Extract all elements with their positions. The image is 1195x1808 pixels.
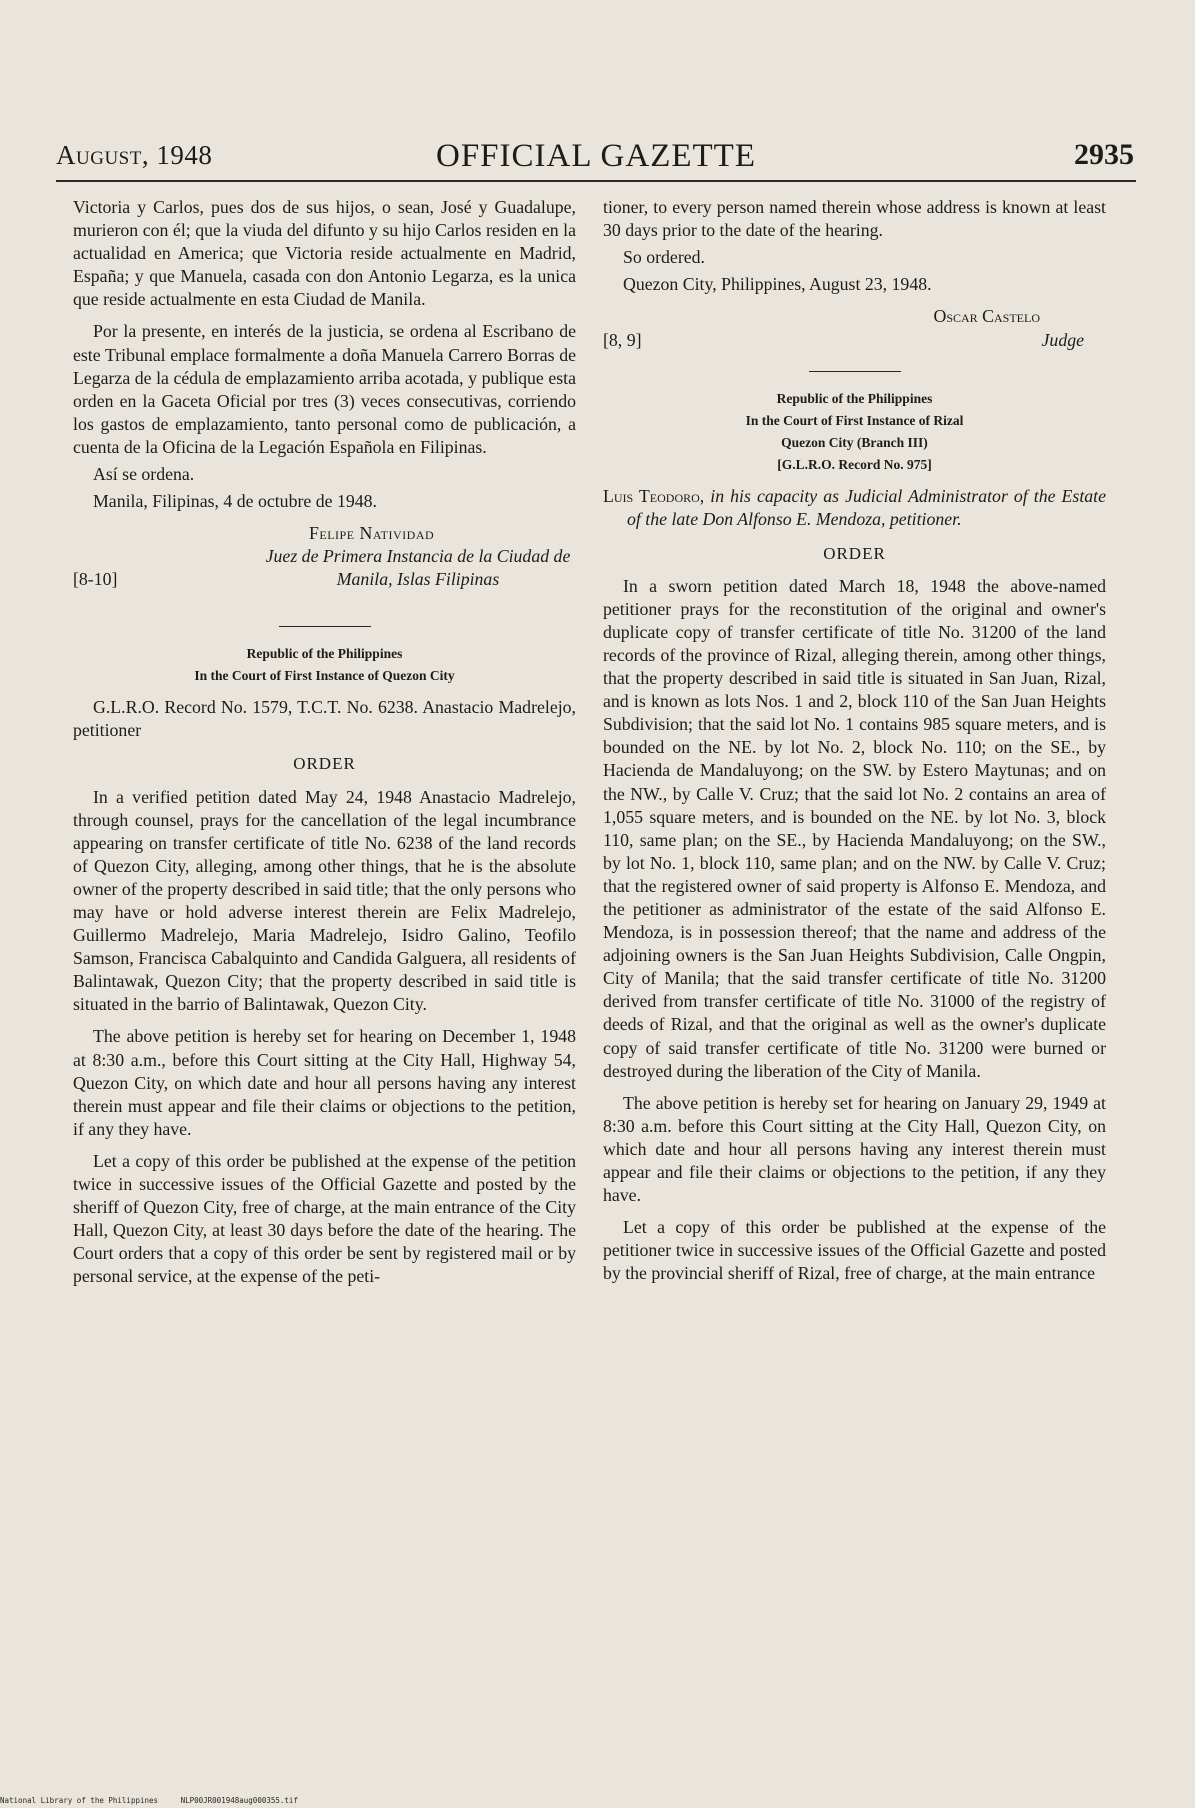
signature-block [603, 305, 1106, 355]
case-caption [603, 485, 1106, 531]
paragraph: Así se ordena. [93, 464, 195, 485]
section-divider [809, 371, 901, 372]
paragraph: In a verified petition dated May 24, 1948 Anastacio Madrelejo, through counsel, prays for the cancellation of the legal incumbrance appearing on transfer certificate of title No. 6238 of the land records of Quezon City, alleging, among other things, that he is the absolute owner of the property described in said title; that the only persons who may have or hold adverse interest therein are Felix Madrelejo, Guillermo Madrelejo, Maria Madrelejo, Isidro Galino, Teofilo Samson, Francisca Cabalquinto and Candida Galguera, all residents of Balintawak, Quezon City; that the property described in said title is situated in the barrio of Balintawak, Quezon City. [73, 786, 576, 1015]
file-name: NLP00JR001948aug000355.tif [180, 1796, 298, 1805]
paragraph: The above petition is hereby set for hearing on January 29, 1949 at 8:30 a.m. before this Court sitting at the City Hall, Quezon City, on which date and hour all persons having any interest therein must appear and file their claims or objections to the petition, if any they have. [603, 1092, 1106, 1206]
publication-title: OFFICIAL GAZETTE [436, 138, 756, 174]
order-heading: ORDER [823, 543, 886, 563]
paragraph: Manila, Filipinas, 4 de octubre de 1948. [93, 491, 377, 512]
court-heading: In the Court of First Instance of Quezon City [194, 668, 455, 684]
paragraph: tioner, to every person named therein whose address is known at least 30 days prior to the date of the hearing. [603, 197, 1106, 241]
paragraph: In a sworn petition dated March 18, 1948 the above-named petitioner prays for the reconstitution of the original and owner's duplicate copy of transfer certificate of title No. 31200 of the land records of the province of Rizal, alleging therein, among other things, that the property described in said title is situated in San Juan, Rizal, and is known as lots Nos. 1 and 2, block 110 of the San Juan Heights Subdivision; that the said lot No. 1 contains 985 square meters, and is bounded on the NE. by lot No. 2, block No. 110; on the SE., by Hacienda de Mandaluyong; on the SW. by Estero Maytunas; and on the NW., by Calle V. Cruz; that the said lot No. 2 contains an area of 1,055 square meters, and is bounded on the NE. by lot No. 3, block 110, same plan; on the SE., by Hacienda Mandaluyong; on the SW., by lot No. 1, block 110, same plan; and on the NW. by Calle V. Cruz; that the registered owner of said property is Alfonso E. Mendoza, and the petitioner as administrator of the estate of the said Alfonso E. Mendoza, is in possession thereof; that the name and address of the adjoining owners is the San Juan Heights Subdivision, Calle Ongpin, City of Manila; that the said transfer certificate of title No. 31200 derived from transfer certificate of title No. 31000 of the registry of deeds of Rizal, and that the original as well as the owner's duplicate copy of said transfer certificate of title No. 31200 were burned or destroyed during the liberation of the City of Manila. [603, 575, 1106, 1081]
court-heading: Quezon City (Branch III) [781, 435, 928, 451]
order-heading: ORDER [293, 754, 356, 774]
case-caption: G.L.R.O. Record No. 1579, T.C.T. No. 6238. Anastacio Madrelejo, petitioner [73, 697, 576, 741]
paragraph: The above petition is hereby set for hearing on December 1, 1948 at 8:30 a.m., before this Court sitting at the City Hall, Highway 54, Quezon City, on which date and hour all persons having any interest therein must appear and file their claims or objections to the petition, if any they have. [73, 1026, 576, 1139]
court-heading: Republic of the Philippines [776, 391, 933, 407]
paragraph: Victoria y Carlos, pues dos de sus hijos, o sean, José y Guadalupe, murieron con él; que la viuda del difunto y su hijo Carlos residen en la actualidad en America; que Victoria reside actualmente en Madrid, España; y que Manuela, casada con don Antonio Legarza, es la unica que reside actualmente en esta Ciudad de Manila. [73, 197, 576, 310]
court-heading: In the Court of First Instance of Rizal [745, 413, 964, 429]
scan-footer [0, 1796, 316, 1805]
issue-ref: [8-10] [73, 569, 118, 590]
paragraph: Quezon City, Philippines, August 23, 1948. [623, 274, 932, 295]
issue-date: August, 1948 [56, 140, 213, 170]
record-number: [G.L.R.O. Record No. 975] [777, 457, 932, 473]
judge-name: Felipe Natividad [309, 523, 435, 544]
judge-name: Oscar Castelo [933, 306, 1040, 327]
issue-ref: [8, 9] [603, 330, 642, 351]
paragraph: So ordered. [623, 247, 705, 268]
left-column [73, 196, 576, 1288]
paragraph: Let a copy of this order be published at the expense of the petition twice in successive issues of the Official Gazette and posted by the sheriff of Quezon City, free of charge, at the main entrance of the City Hall, Quezon City, at least 30 days before the date of the hearing. The Court orders that a copy of this order be sent by registered mail or by personal service, at the expense of the peti- [73, 1150, 576, 1287]
paragraph: Por la presente, en interés de la justicia, se ordena al Escribano de este Tribunal emplace formalmente a doña Manuela Carrero Borras de Legarza de la cédula de emplazamiento arriba acotada, y publique esta orden en la Gaceta Oficial por tres (3) veces consecutivas, corriendo los gastos de emplazamiento, tanto personal como de publicación, a cuenta de la Oficina de la Legación Española en Filipinas. [73, 321, 576, 457]
petitioner-name: Luis Teodoro, [603, 486, 705, 507]
header-rule [56, 180, 1136, 182]
caption-text: in his capacity as Judicial Administrator of the Estate of the late Don Alfonso E. Mendoza, petitioner. [627, 486, 1106, 530]
page-number: 2935 [1074, 138, 1134, 171]
library-credit: National Library of the Philippines [0, 1796, 159, 1805]
signature-block [73, 522, 576, 610]
right-column [603, 196, 1106, 1285]
court-heading: Republic of the Philippines [246, 646, 403, 662]
judge-title: Juez de Primera Instancia de la Ciudad de Manila, Islas Filipinas [265, 546, 571, 590]
section-divider [279, 626, 371, 627]
paragraph: Let a copy of this order be published at the expense of the petitioner twice in successive issues of the Official Gazette and posted by the provincial sheriff of Rizal, free of charge, at the main entrance [603, 1217, 1106, 1284]
page-header [56, 136, 1136, 180]
judge-title: Judge [1041, 330, 1084, 351]
